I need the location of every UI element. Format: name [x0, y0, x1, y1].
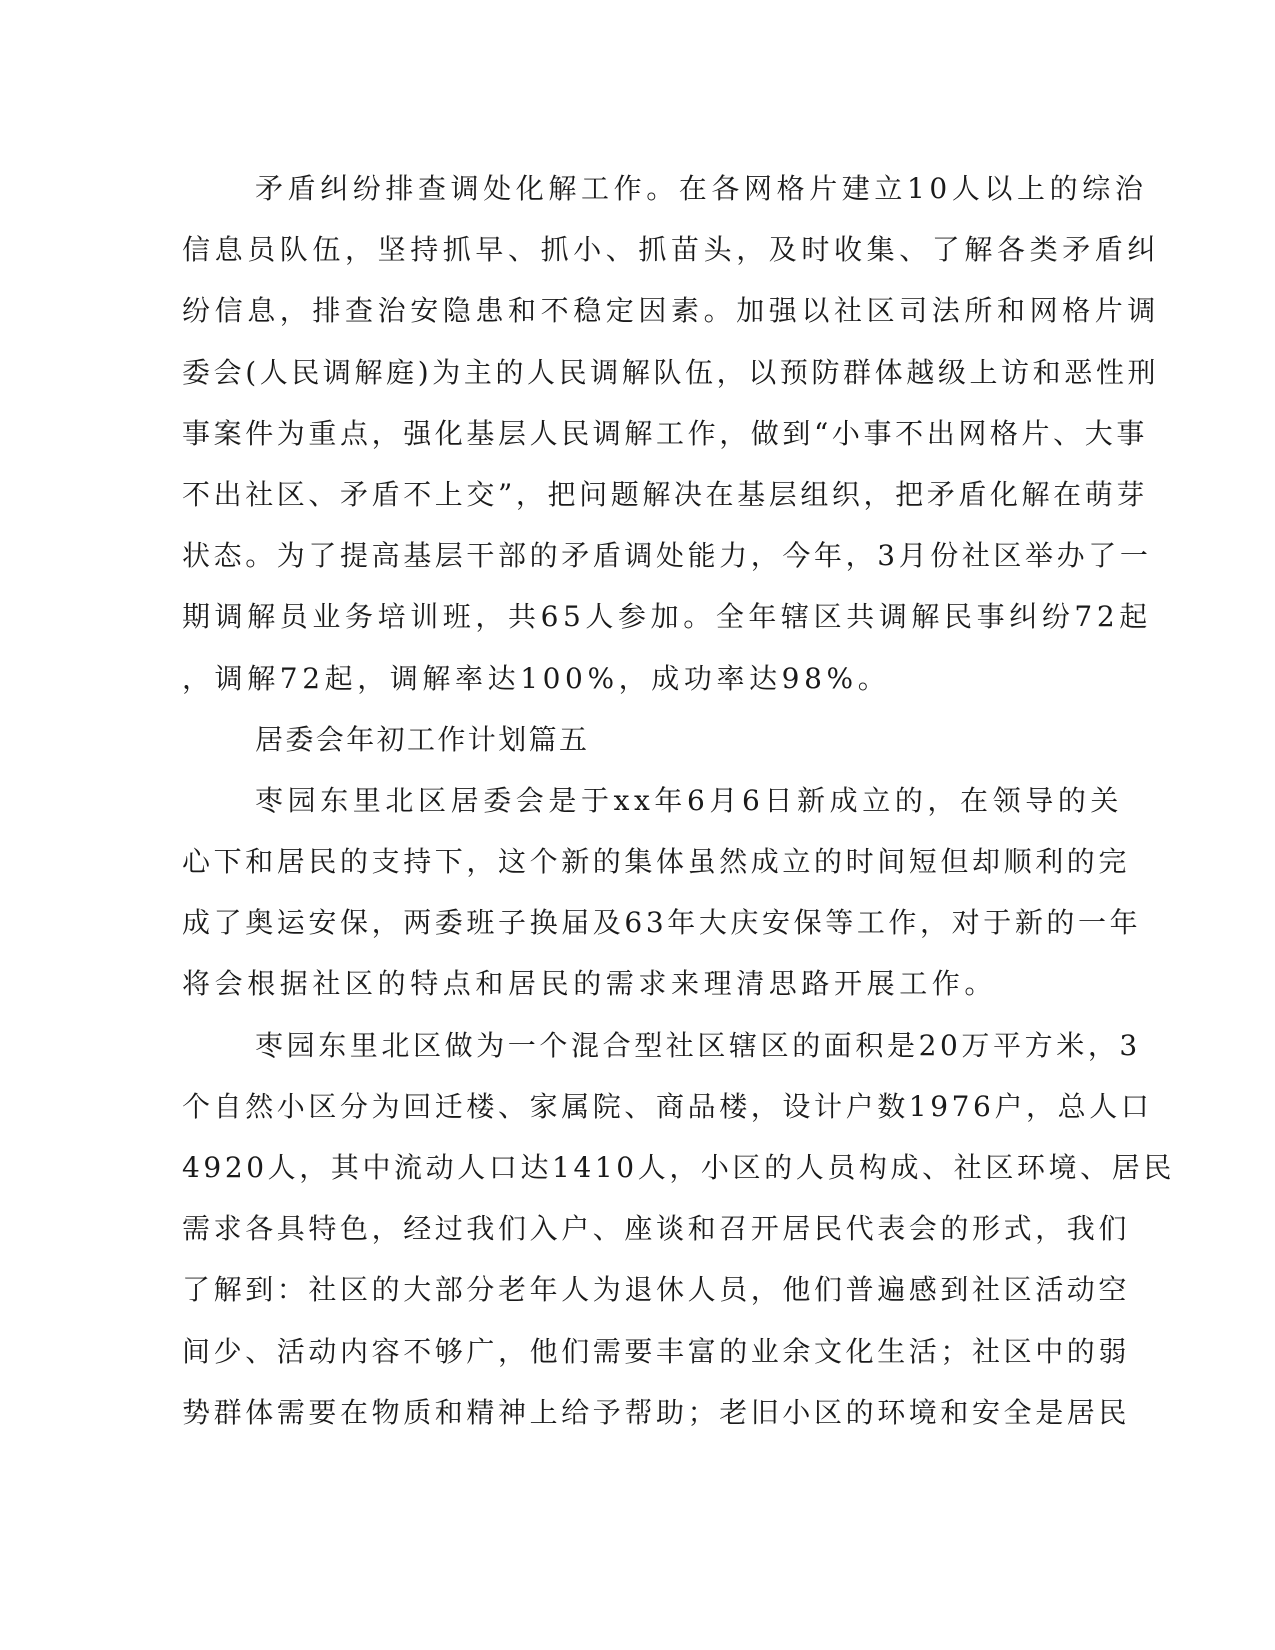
text-line: 势群体需要在物质和精神上给予帮助；老旧小区的环境和安全是居民 — [182, 1395, 1131, 1429]
text-line: 需求各具特色，经过我们入户、座谈和召开居民代表会的形式，我们 — [182, 1212, 1131, 1246]
text-line: 委会(人民调解庭)为主的人民调解队伍，以预防群体越级上访和恶性刑 — [182, 355, 1160, 389]
text-line: 纷信息，排查治安隐患和不稳定因素。加强以社区司法所和网格片调 — [182, 294, 1161, 328]
paragraph-dispute-mediation — [182, 158, 1161, 709]
text-line: 个自然小区分为回迁楼、家属院、商品楼，设计户数1976户，总人口 — [182, 1089, 1153, 1123]
text-line: 期调解员业务培训班，共65人参加。全年辖区共调解民事纠纷72起 — [182, 600, 1152, 634]
text-line: 矛盾纠纷排查调处化解工作。在各网格片建立10人以上的综治 — [255, 172, 1148, 205]
text-line: 了解到：社区的大部分老年人为退休人员，他们普遍感到社区活动空 — [182, 1273, 1131, 1307]
section-heading — [182, 709, 1092, 770]
document-body — [182, 158, 1175, 1443]
text-line: 枣园东里北区居委会是于xx年6月6日新成立的，在领导的关 — [255, 783, 1124, 817]
text-line: 4920人，其中流动人口达1410人，小区的人员构成、社区环境、居民 — [182, 1151, 1175, 1184]
text-line: 成了奥运安保，两委班子换届及63年大庆安保等工作，对于新的一年 — [182, 906, 1142, 940]
text-line: 事案件为重点，强化基层人民调解工作，做到“小事不出网格片、大事 — [182, 416, 1148, 450]
text-line: ，调解72起，调解率达100%，成功率达98%。 — [182, 661, 891, 695]
text-line: 不出社区、矛盾不上交”，把问题解决在基层组织，把矛盾化解在萌芽 — [182, 477, 1148, 511]
text-line: 信息员队伍，坚持抓早、抓小、抓苗头，及时收集、了解各类矛盾纠 — [182, 233, 1161, 267]
text-line: 状态。为了提高基层干部的矛盾调处能力，今年，3月份社区举办了一 — [182, 539, 1152, 573]
section-heading-text: 居委会年初工作计划篇五 — [255, 722, 590, 756]
paragraph-community-profile — [182, 1015, 1175, 1443]
text-line: 将会根据社区的特点和居民的需求来理清思路开展工作。 — [182, 967, 998, 1001]
text-line: 间少、活动内容不够广，他们需要丰富的业余文化生活；社区中的弱 — [182, 1334, 1131, 1368]
text-line: 枣园东里北区做为一个混合型社区辖区的面积是20万平方米，3 — [255, 1028, 1141, 1062]
text-line: 心下和居民的支持下，这个新的集体虽然成立的时间短但却顺利的完 — [182, 845, 1131, 879]
paragraph-committee-intro — [182, 770, 1142, 1015]
